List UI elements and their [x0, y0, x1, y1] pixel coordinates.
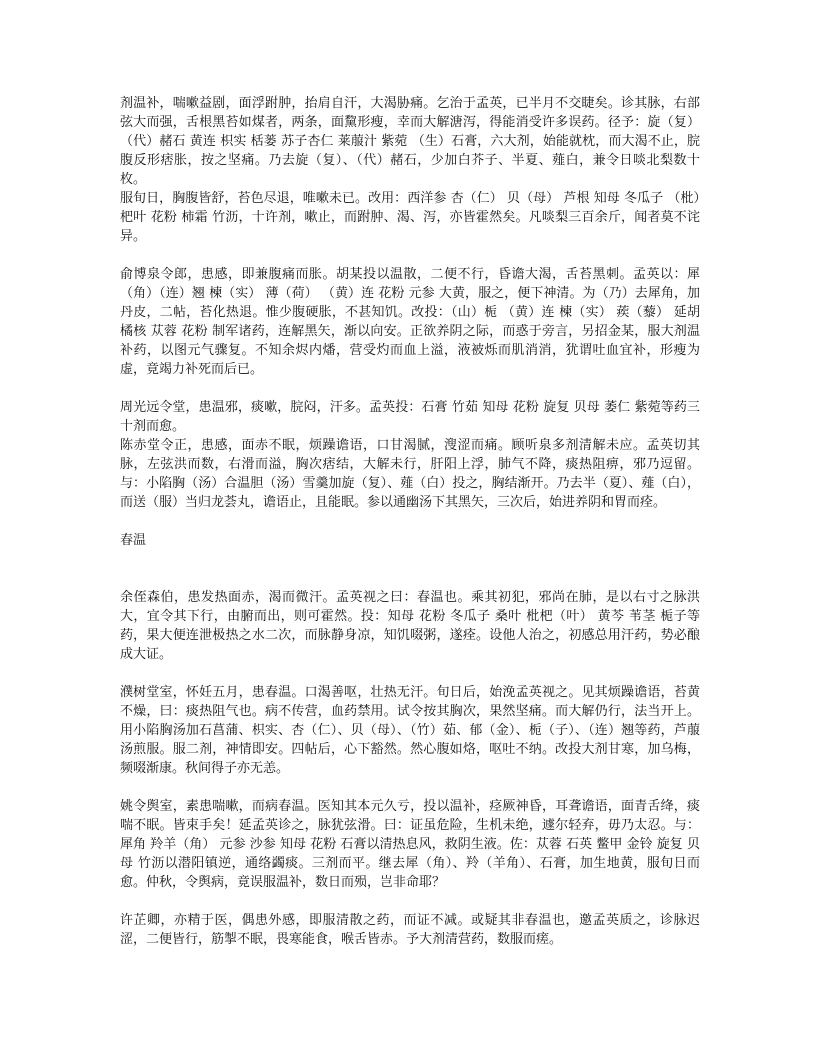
section-heading: 春温	[120, 533, 147, 548]
paragraph-spacer	[120, 246, 700, 265]
paragraph-3: 俞博泉令郎，患感，即兼腹痛而胀。胡某投以温散，二便不行，昏谵大渴，舌苔黑刺。孟英以：犀（角）（连）翘 楝（实） 薄（荷） （黄）连 花粉 元参 大黄，服之，便下神清。为（乃）去犀角，加丹皮，二帖，苔化热退。惟少腹硬胀，不甚知饥。改投：（山）栀 （黄）连 楝（实） 蒺（藜） 延胡橘核 苁蓉 花粉 制军诸药，连解黑矢，渐以向安。正欲养阴之际，而惑于旁言，另招金某，服大剂温补药，以图元气骤复。不知余烬内燔，营受灼而血上溢，液被烁而肌消消，犹谓吐血宜补，形瘦为虚，竟竭力补死而后已。	[120, 267, 700, 377]
paragraph-8: 姚令舆室，素患喘嗽，而病春温。医知其本元久亏，投以温补，痉厥神昏，耳聋谵语，面青舌绛，痰喘不眠。皆束手矣！延孟英诊之，脉犹弦滑。曰：证虽危险，生机未绝，遽尔轻弃，毋乃太忍。与：犀角 羚羊（角） 元参 沙参 知母 花粉 石膏以清热息风，救阴生液。佐：苁蓉 石英 鳖甲 金铃 旋复 贝母 竹沥以潜阳镇逆，通络蠲痰。三剂而平。继去犀（角）、羚（羊角）、石膏，加生地黄，服旬日而愈。仲秋，令舆病，竟误服温补，数日而殒，岂非命耶？	[120, 799, 700, 890]
section-spacer	[120, 550, 700, 588]
paragraph-4: 周光远令堂，患温邪，痰嗽，脘闷，汗多。孟英投：石膏 竹茹 知母 花粉 旋复 贝母 萎仁 紫菀等药三十剂而愈。	[120, 400, 700, 434]
paragraph-7: 濮树堂室，怀妊五月，患春温。口渴善呕，壮热无汗。旬日后，始浼孟英视之。见其烦躁谵语，苔黄不燥，曰：痰热阻气也。病不传营，血药禁用。试令按其胸次，果然坚痛。而大解仍行，法当开上。用小陷胸汤加石菖蒲、枳实、杏（仁）、贝（母）、（竹）茹、郁（金）、栀（子）、（连）翘等药，芦菔汤煎服。服二剂，神情即安。四帖后，心下豁然。然心腹如烙，呕吐不纳。改投大剂甘寒，加乌梅，频啜渐康。秋间得子亦无恙。	[120, 685, 700, 776]
paragraph-spacer	[120, 664, 700, 683]
paragraph-spacer	[120, 379, 700, 398]
document-body	[120, 94, 700, 949]
paragraph-spacer	[120, 512, 700, 531]
paragraph-spacer	[120, 778, 700, 797]
paragraph-9: 许芷卿，亦精于医，偶患外感，即服清散之药，而证不减。或疑其非春温也，邀孟英质之，诊脉迟涩，二便皆行，筋掣不眠，畏寒能食，喉舌皆赤。予大剂清营药，数服而瘥。	[120, 913, 700, 947]
paragraph-1: 剂温补，喘嗽益剧，面浮跗肿，抬肩自汗，大渴胁痛。乞治于孟英，已半月不交睫矣。诊其脉，右部弦大而强，舌根黑苔如煤者，两条，面黧形瘦，幸而大解溏泻，得能消受许多误药。径予：旋（复）（代）赭石 黄连 枳实 栝蒌 苏子杏仁 莱菔汁 紫菀 （生）石膏，六大剂，始能就枕，而大渴不止，脘腹反形痞胀，按之坚痛。乃去旋（复）、（代）赭石，少加白芥子、半夏、薤白，兼令日啖北梨数十枚。	[120, 96, 700, 187]
paragraph-5: 陈赤堂令正，患感，面赤不眠，烦躁谵语，口甘渴腻，溲涩而痛。顾听泉多剂清解未应。孟英切其脉，左弦洪而数，右滑而溢，胸次痞结，大解未行，肝阳上浮，肺气不降，痰热阻痹，邪乃逗留。与：小陷胸（汤）合温胆（汤）雪羹加旋（复）、薤（白）投之，胸结渐开。乃去半（夏）、薤（白），而送（服）当归龙荟丸，谵语止，且能眠。参以通幽汤下其黑矢，三次后，始进养阴和胃而痊。	[120, 438, 700, 510]
paragraph-spacer	[120, 892, 700, 911]
paragraph-2: 服旬日，胸腹皆舒，苔色尽退，唯嗽未已。改用：西洋参 杏（仁） 贝（母） 芦根 知母 冬瓜子 （枇）杷叶 花粉 柿霜 竹沥，十许剂，嗽止，而跗肿、渴、泻，亦皆霍然矣。凡啖梨三百余斤，闻者莫不诧异。	[120, 191, 700, 244]
paragraph-6: 余侄森伯，患发热面赤，渴而微汗。孟英视之曰：春温也。乘其初犯，邪尚在肺，是以右寸之脉洪大，宜令其下行，由腑而出，则可霍然。投：知母 花粉 冬瓜子 桑叶 枇杷（叶） 黄芩 苇茎 栀子等药，果大便连泄极热之水二次，而脉静身凉，知饥啜粥，遂痊。设他人治之，初感总用汗药，势必酿成大证。	[120, 590, 700, 662]
